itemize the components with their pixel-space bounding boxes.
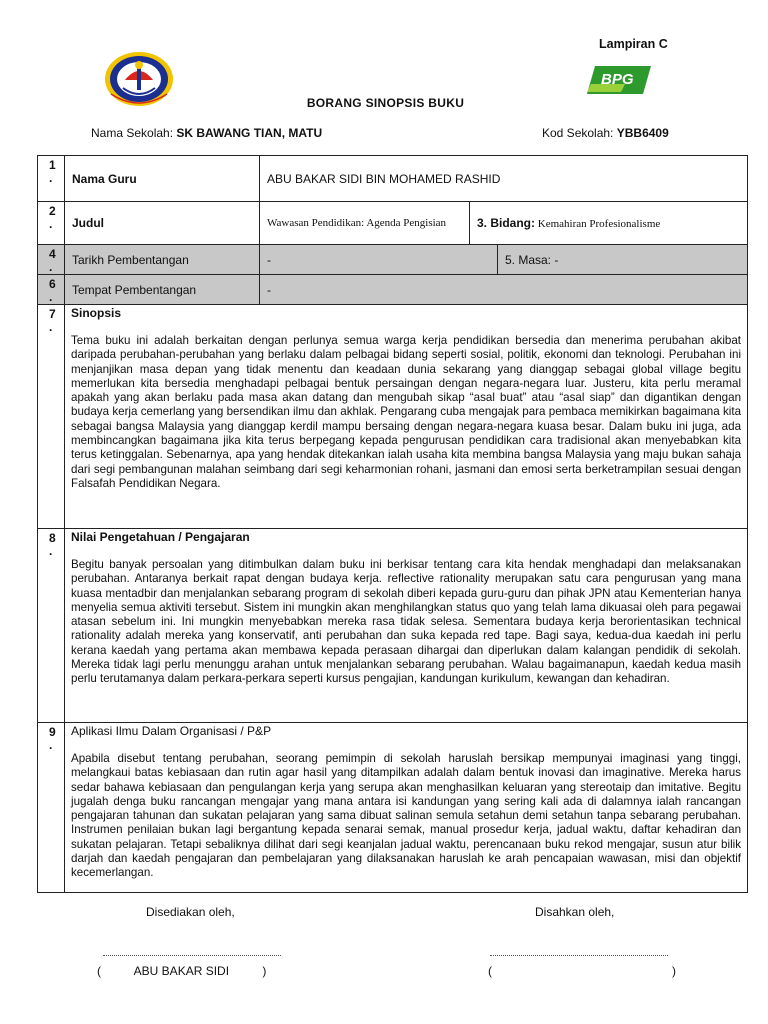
row-nama-guru xyxy=(38,156,748,202)
row-aplikasi xyxy=(38,723,748,893)
tempat-label: Tempat Pembentangan xyxy=(65,275,260,305)
school-code-value: YBB6409 xyxy=(616,126,669,140)
bpg-logo-text: BPG xyxy=(601,71,634,88)
prepared-by-name: ( ABU BAKAR SIDI ) xyxy=(97,964,267,978)
row-number: 2 . xyxy=(38,202,65,245)
row-tempat xyxy=(38,275,748,305)
row-sinopsis xyxy=(38,305,748,529)
school-name-label: Nama Sekolah: xyxy=(91,126,174,140)
nilai-text: Begitu banyak persoalan yang ditimbulkan dalam buku ini berkisar tentang cara kita hendak menghadapi dan melaksanakan perubahan. Antaranya berkait rapat dengan budaya kerja. reflective rationality merupakan satu cara pengurusan yang mana kuasa mentadbir dan menjalankan sebarang program di sekolah diberi kepada guru-guru dan pihak JPN atau Kementerian hanya menyelia semua aktiviti tersebut. Sistem ini mungkin akan menghilangkan status quo yang telah lama dikuasai oleh para pegawai atasan sebelum ini. Ini mungkin menyebabkan mereka rasa tidak selesa. Sementara budaya kerja berorientasikan technical rationality adalah mereka yang konservatif, anti perubahan dan suka kepada red tape. Bagi saya, kedua-dua kaedah ini perlu kerana kaedah yang pertama akan membawa kepada perasaan dihargai dan diperlukan dalam kalangan pendidik di sekolah. Mereka tidak lagi perlu menunggu arahan untuk menjalankan sebarang perubahan. Walau bagaimanapun, kaedah kedua masih perlu terutamanya dalam perkara-perkara seperti kursus pengajian, kandungan kurikulum, kewangan dan kehadiran. xyxy=(71,558,742,686)
school-name-value: SK BAWANG TIAN, MATU xyxy=(176,126,323,140)
row-number: 4 . xyxy=(38,245,65,275)
judul-value: Wawasan Pendidikan: Agenda Pengisian xyxy=(260,202,470,245)
bidang-value: Kemahiran Profesionalisme xyxy=(537,218,661,230)
row-number: 8 . xyxy=(38,529,65,723)
prepared-signature-line xyxy=(103,955,281,956)
lampiran-label: Lampiran C xyxy=(599,37,668,51)
approved-by-name: ( ) xyxy=(488,964,677,978)
sinopsis-title: Sinopsis xyxy=(71,306,122,320)
tempat-value: - xyxy=(260,275,748,305)
tarikh-label: Tarikh Pembentangan xyxy=(65,245,260,275)
school-name-line xyxy=(91,126,322,140)
aplikasi-cell xyxy=(65,723,748,893)
tarikh-value: - xyxy=(260,245,498,275)
nilai-title: Nilai Pengetahuan / Pengajaran xyxy=(71,530,250,544)
sinopsis-cell xyxy=(65,305,748,529)
aplikasi-title: Aplikasi Ilmu Dalam Organisasi / P&P xyxy=(71,724,272,738)
school-code-label: Kod Sekolah: xyxy=(542,126,614,140)
masa-value: 5. Masa: - xyxy=(498,245,748,275)
approved-by-label: Disahkan oleh, xyxy=(535,905,615,919)
judul-label: Judul xyxy=(65,202,260,245)
row-tarikh xyxy=(38,245,748,275)
bidang-cell xyxy=(470,202,748,245)
row-judul xyxy=(38,202,748,245)
row-nilai xyxy=(38,529,748,723)
school-code-line xyxy=(542,126,669,140)
nama-guru-label: Nama Guru xyxy=(65,156,260,202)
synopsis-form-table xyxy=(37,155,748,893)
sinopsis-text: Tema buku ini adalah berkaitan dengan perlunya semua warga kerja pendidikan bersedia dan menerima perubahan akibat daripada perubahan-perubahan yang berlaku dalam pelbagai bidang seperti sosial, politik, ekonomi dan teknologi. Perubahan ini menjanjikan masa depan yang tidak menentu dan keadaan dunia sekarang yang dianggap sebagai global village begitu memerlukan kita bersedia menghadapi pelbagai bentuk persaingan dengan negara-negara luar. Justeru, kita perlu meramal apakah yang akan berlaku pada masa akan datang dan mengubah sikap “asal buat” atau “asal siap” dan digantikan dengan budaya kerja cemerlang yang bersendikan ilmu dan akhlak. Pengarang cuba mengajak para pembaca memikirkan bagaimana kita sebagai bangsa Malaysia yang dianggap kerdil mampu bersaing dengan negara-negara kuasa besar. Dalam buku ini juga, ada membincangkan bagaimana jika kita terus berpegang kepada pengurusan pendidikan cara tradisional akan menyebabkan kita terus ketinggalan. Sebenarnya, apa yang hendak ditekankan ialah usaha kita membina bangsa Malaysia yang maju bukan sahaja dari segi pembangunan malahan seimbang dari segi keharmonian rohani, jasmani dan emosi serta berketrampilan sesuai dengan Falsafah Pendidikan Negara. xyxy=(71,334,742,490)
row-number: 7 . xyxy=(38,305,65,529)
row-number: 9 . xyxy=(38,723,65,893)
row-number: 6 . xyxy=(38,275,65,305)
aplikasi-text: Apabila disebut tentang perubahan, seorang pemimpin di sekolah haruslah bersikap mempunyai imaginasi yang tinggi, melangkaui batas kebiasaan dan rutin agar hasil yang ditampilkan adalah dalam bentuk inovasi dan imaginative. Mereka harus sedar bahawa kebiasaan dan pengulangan kerja yang serupa akan menghasilkan keluaran yang stereotaip dan imitative. Begitu jugalah denga buku rancangan mengajar yang mana antara isi kandungan yang sering kali ada di dalamnya ialah rancangan pengajaran tahunan dan sukatan pelajaran yang sama dibuat salinan semula setahun demi setahun tanpa sebarang perubahan. Instrumen penilaian bukan lagi bergantung kepada senarai semak, manual prosedur kerja, jadual waktu, daftar kehadiran dan sukatan pelajaran. Tetapi sebaliknya dilihat dari segi keanjalan jadual waktu, perencanaan buku rekod mengajar, susun atur bilik darjah dan kaedah pengajaran dan pembelajaran yang dilaksanakan haruslah ke arah pencapaian wawasan, misi dan objektif kecemerlangan. xyxy=(71,752,742,880)
bidang-label: 3. Bidang: xyxy=(477,216,536,230)
prepared-by-label: Disediakan oleh, xyxy=(146,905,235,919)
approved-signature-line xyxy=(490,955,668,956)
row-number: 1 . xyxy=(38,156,65,202)
form-title: BORANG SINOPSIS BUKU xyxy=(306,96,465,110)
nama-guru-value: ABU BAKAR SIDI BIN MOHAMED RASHID xyxy=(260,156,748,202)
nilai-cell xyxy=(65,529,748,723)
bpg-logo xyxy=(585,62,653,98)
